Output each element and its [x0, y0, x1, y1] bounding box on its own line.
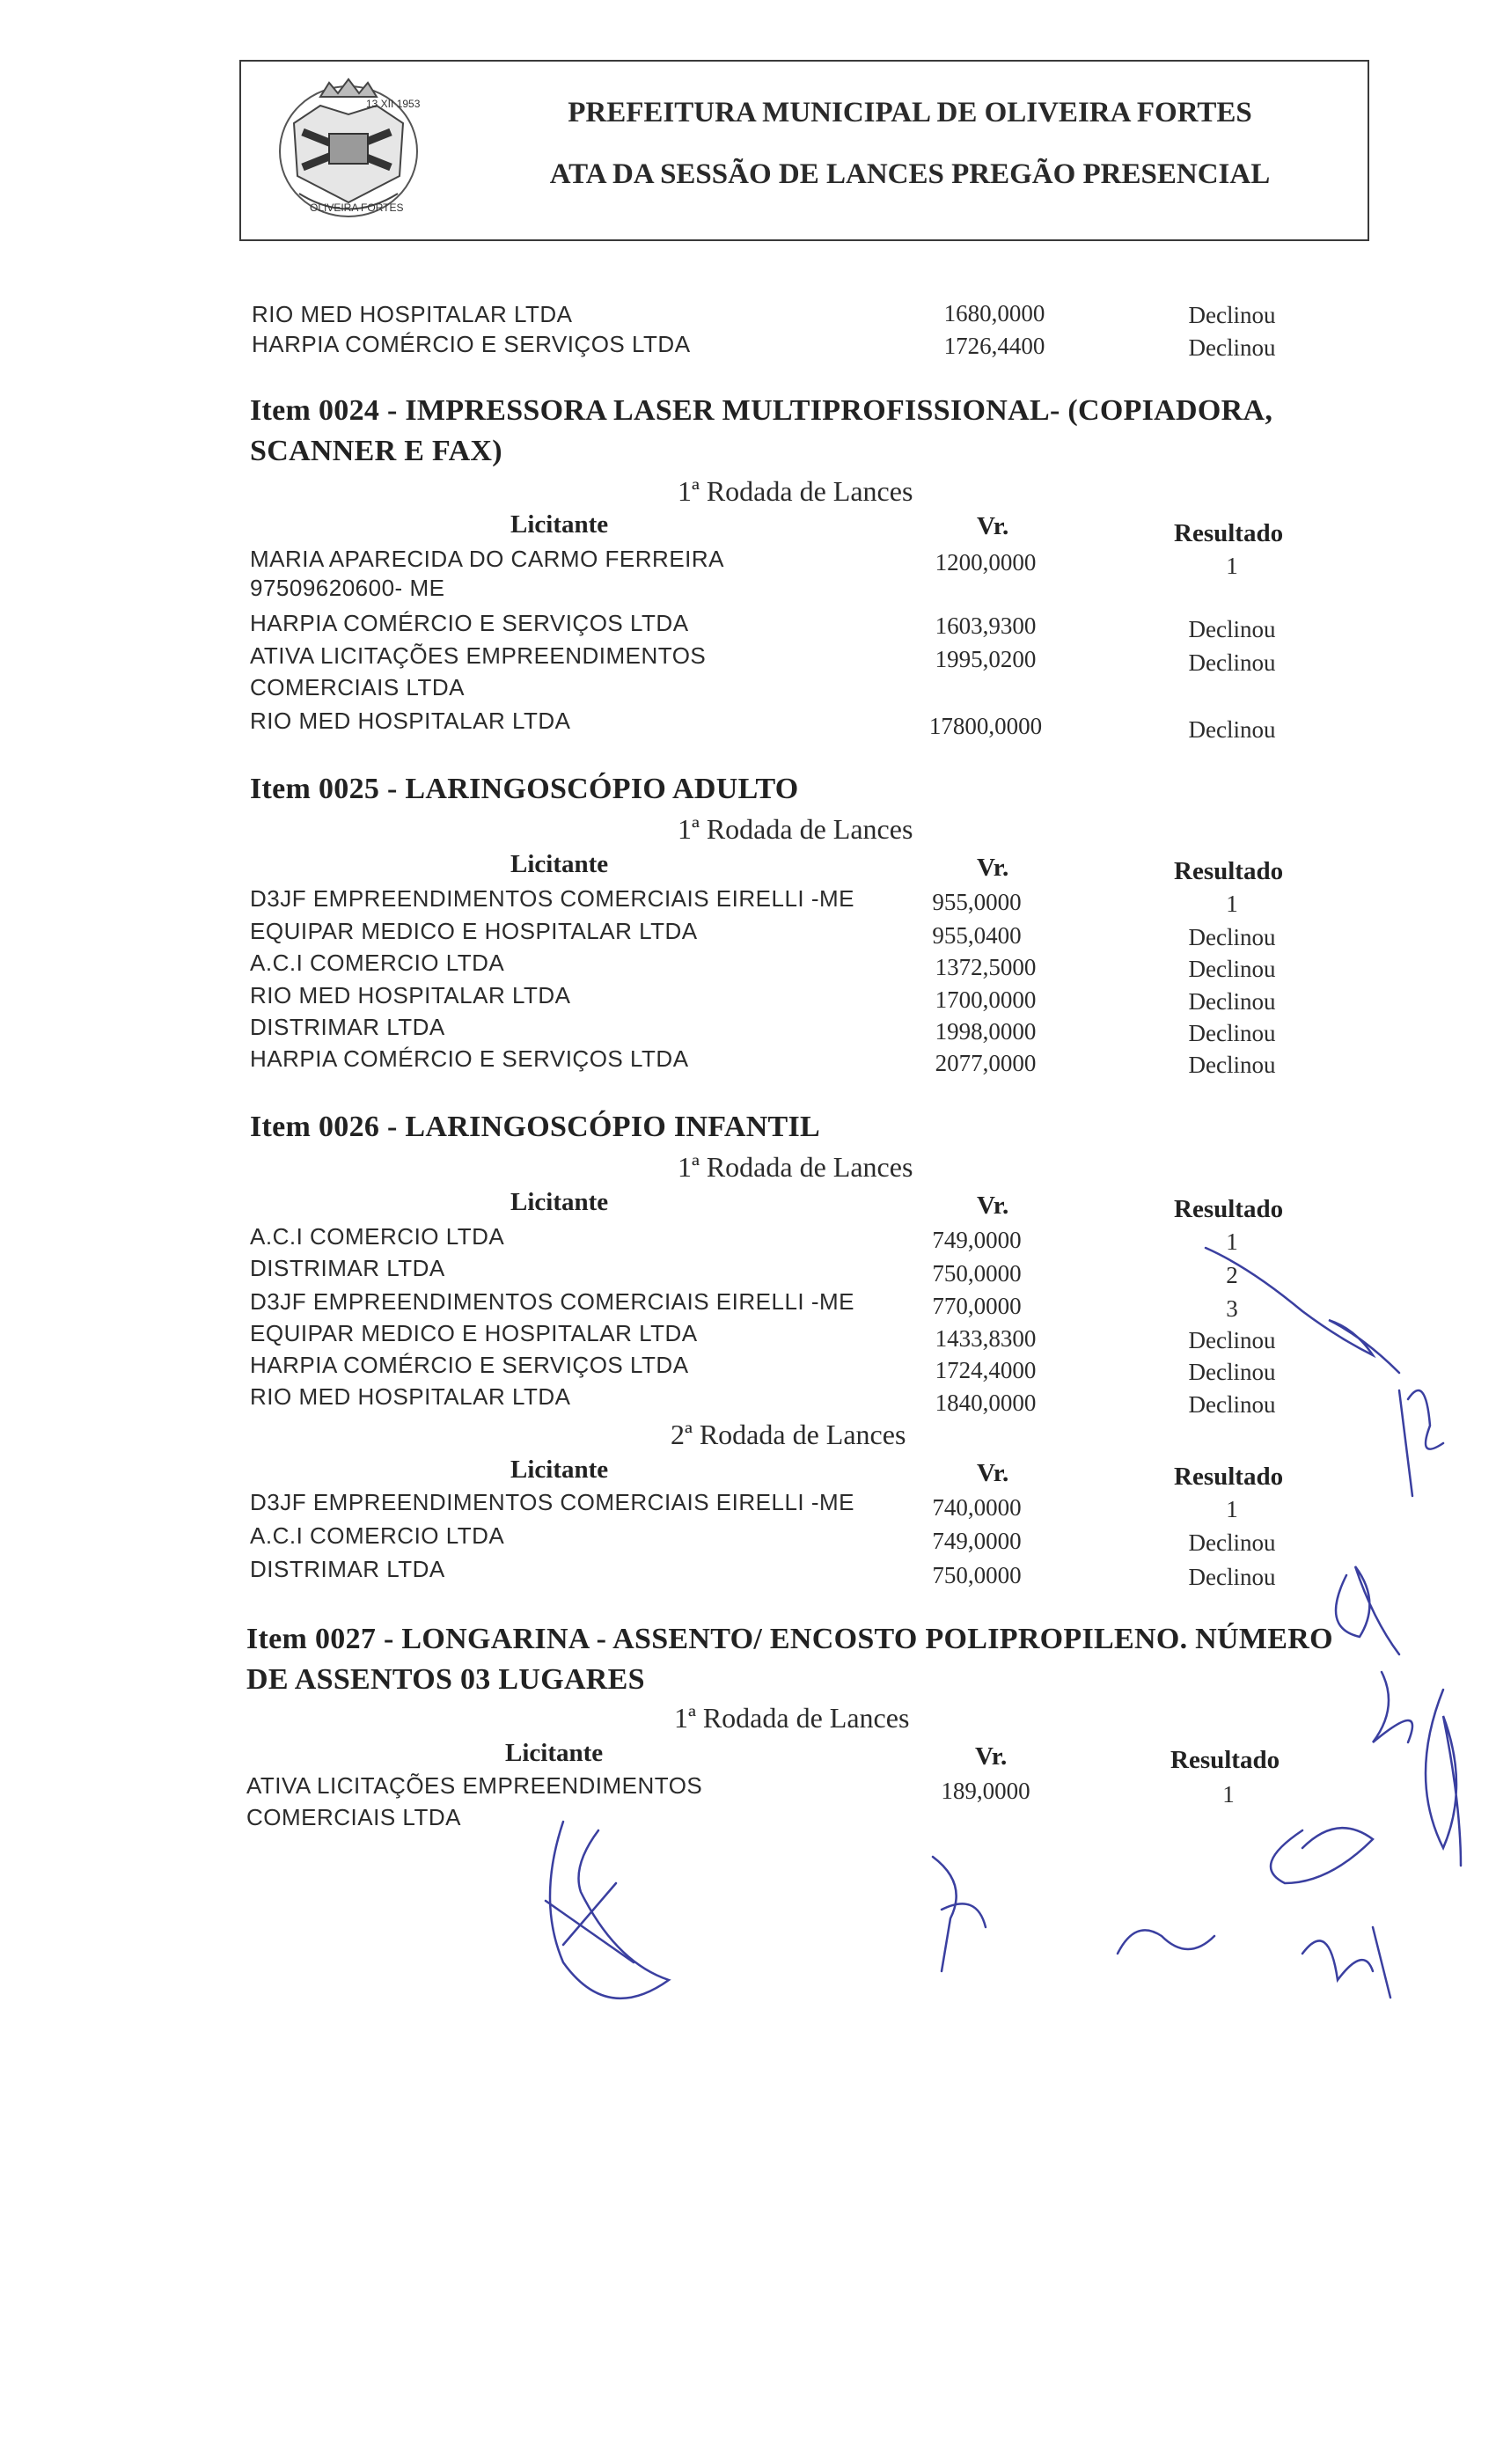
bidder-name-cont: COMERCIAIS LTDA: [250, 674, 465, 700]
bidder-name: ATIVA LICITAÇÕES EMPREENDIMENTOS: [250, 642, 707, 669]
bid-result: 1: [1226, 553, 1238, 579]
bidder-name: RIO MED HOSPITALAR LTDA: [250, 1383, 571, 1410]
bid-value: 749,0000: [932, 1227, 1022, 1253]
bidder-name: HARPIA COMÉRCIO E SERVIÇOS LTDA: [250, 1352, 689, 1378]
initials-signature-3: [1373, 1672, 1412, 1742]
column-header-resultado: Resultado: [1170, 1746, 1280, 1774]
bid-result: Declinou: [1188, 988, 1276, 1015]
signature-center: [933, 1857, 986, 1971]
round-label: 2ª Rodada de Lances: [671, 1419, 906, 1450]
bidder-name: A.C.I COMERCIO LTDA: [250, 950, 505, 976]
item-title: Item 0024 - IMPRESSORA LASER MULTIPROFISSIONAL- (COPIADORA,: [250, 394, 1273, 427]
bidder-name: D3JF EMPREENDIMENTOS COMERCIAIS EIRELLI -ME: [250, 885, 855, 912]
column-header-valor: Vr.: [977, 1459, 1009, 1487]
bidder-name: MARIA APARECIDA DO CARMO FERREIRA: [250, 546, 725, 572]
document-header: [239, 60, 1369, 241]
bid-result: 1: [1226, 891, 1238, 917]
initials-signature-5: [1302, 1927, 1390, 1998]
svg-text:OLIVEIRA FORTES: OLIVEIRA FORTES: [310, 202, 404, 214]
carryover-result: Declinou: [1188, 302, 1276, 328]
signature-loop-left: [550, 1822, 669, 1998]
round-label: 1ª Rodada de Lances: [678, 1151, 913, 1183]
bid-result: Declinou: [1188, 716, 1276, 743]
bidder-name: D3JF EMPREENDIMENTOS COMERCIAIS EIRELLI -ME: [250, 1489, 855, 1515]
bid-result: Declinou: [1188, 1529, 1276, 1556]
signature-cross-left: [546, 1883, 634, 1962]
bidder-name: RIO MED HOSPITALAR LTDA: [250, 982, 571, 1008]
carryover-value: 1726,4400: [943, 333, 1045, 359]
column-header-licitante: Licitante: [505, 1739, 604, 1767]
bid-result: 1: [1226, 1496, 1238, 1522]
bid-value: 1372,5000: [935, 954, 1037, 980]
bidder-name: HARPIA COMÉRCIO E SERVIÇOS LTDA: [250, 610, 689, 636]
column-header-resultado: Resultado: [1174, 519, 1284, 547]
initials-signature-1: [1399, 1390, 1443, 1496]
signature-wave: [1118, 1930, 1214, 1954]
bid-value: 2077,0000: [935, 1050, 1037, 1076]
item-title: DE ASSENTOS 03 LUGARES: [246, 1663, 645, 1696]
column-header-licitante: Licitante: [510, 1188, 609, 1216]
bid-result: Declinou: [1188, 1020, 1276, 1046]
initials-signature-4: [1271, 1828, 1373, 1883]
column-header-licitante: Licitante: [510, 510, 609, 539]
bid-result: Declinou: [1188, 924, 1276, 950]
column-header-valor: Vr.: [975, 1742, 1008, 1771]
round-label: 1ª Rodada de Lances: [678, 813, 913, 845]
bid-result: Declinou: [1188, 1359, 1276, 1385]
bid-result: 2: [1226, 1262, 1238, 1288]
bid-result: 3: [1226, 1295, 1238, 1322]
bidder-name: DISTRIMAR LTDA: [250, 1014, 445, 1040]
carryover-value: 1680,0000: [943, 300, 1045, 326]
column-header-valor: Vr.: [977, 512, 1009, 540]
bid-result: Declinou: [1188, 1327, 1276, 1353]
bidder-name: A.C.I COMERCIO LTDA: [250, 1223, 505, 1250]
bid-value: 750,0000: [932, 1260, 1022, 1287]
bid-value: 1200,0000: [935, 549, 1037, 576]
bid-value: 1840,0000: [935, 1390, 1037, 1416]
vertical-signature: [1426, 1690, 1461, 1866]
item-title: SCANNER E FAX): [250, 435, 502, 467]
bid-value: 749,0000: [932, 1528, 1022, 1554]
bidder-name: HARPIA COMÉRCIO E SERVIÇOS LTDA: [250, 1045, 689, 1072]
bidder-name: ATIVA LICITAÇÕES EMPREENDIMENTOS: [246, 1772, 703, 1799]
bid-result: Declinou: [1188, 649, 1276, 676]
municipality-title: PREFEITURA MUNICIPAL DE OLIVEIRA FORTES: [568, 97, 1252, 128]
bidder-name: A.C.I COMERCIO LTDA: [250, 1522, 505, 1549]
round-label: 1ª Rodada de Lances: [678, 475, 913, 507]
bidder-name: D3JF EMPREENDIMENTOS COMERCIAIS EIRELLI -ME: [250, 1288, 855, 1315]
bid-value: 1995,0200: [935, 646, 1037, 672]
bidder-name: RIO MED HOSPITALAR LTDA: [250, 708, 571, 734]
column-header-valor: Vr.: [977, 854, 1009, 882]
column-header-resultado: Resultado: [1174, 1195, 1284, 1223]
column-header-resultado: Resultado: [1174, 1463, 1284, 1491]
bid-value: 1700,0000: [935, 986, 1037, 1013]
bid-value: 750,0000: [932, 1562, 1022, 1588]
carryover-name: RIO MED HOSPITALAR LTDA: [252, 301, 573, 327]
bidder-name-cont: 97509620600- ME: [250, 575, 445, 601]
svg-text:13 XII 1953: 13 XII 1953: [366, 98, 421, 110]
municipal-crest-logo: [268, 70, 429, 225]
column-header-licitante: Licitante: [510, 850, 609, 878]
bid-value: 1603,9300: [935, 612, 1037, 639]
bid-result: 1: [1222, 1781, 1235, 1808]
bid-result: 1: [1226, 1228, 1238, 1255]
bidder-name: DISTRIMAR LTDA: [250, 1255, 445, 1281]
bidder-name-cont: COMERCIAIS LTDA: [246, 1804, 461, 1830]
carryover-name: HARPIA COMÉRCIO E SERVIÇOS LTDA: [252, 331, 691, 357]
item-title: Item 0027 - LONGARINA - ASSENTO/ ENCOSTO POLIPROPILENO. NÚMERO: [246, 1623, 1333, 1655]
bid-value: 1433,8300: [935, 1325, 1037, 1352]
bidder-name: DISTRIMAR LTDA: [250, 1556, 445, 1582]
item-title: Item 0026 - LARINGOSCÓPIO INFANTIL: [250, 1111, 821, 1143]
bid-value: 1998,0000: [935, 1018, 1037, 1045]
initials-signature-2: [1336, 1566, 1399, 1654]
carryover-result: Declinou: [1188, 334, 1276, 361]
bid-result: Declinou: [1188, 1391, 1276, 1418]
bidder-name: EQUIPAR MEDICO E HOSPITALAR LTDA: [250, 1320, 698, 1346]
bid-value: 955,0400: [932, 922, 1022, 949]
column-header-resultado: Resultado: [1174, 857, 1284, 885]
bid-value: 17800,0000: [928, 713, 1043, 739]
bid-value: 1724,4000: [935, 1357, 1037, 1383]
bid-value: 955,0000: [932, 889, 1022, 915]
bidder-name: EQUIPAR MEDICO E HOSPITALAR LTDA: [250, 918, 698, 944]
bid-value: 189,0000: [941, 1778, 1030, 1804]
bid-result: Declinou: [1188, 1052, 1276, 1078]
bid-value: 740,0000: [932, 1494, 1022, 1521]
bid-result: Declinou: [1188, 616, 1276, 642]
round-label: 1ª Rodada de Lances: [674, 1702, 910, 1734]
column-header-valor: Vr.: [977, 1192, 1009, 1220]
item-title: Item 0025 - LARINGOSCÓPIO ADULTO: [250, 773, 799, 805]
bid-value: 770,0000: [932, 1293, 1022, 1319]
bid-result: Declinou: [1188, 1564, 1276, 1590]
session-title: ATA DA SESSÃO DE LANCES PREGÃO PRESENCIAL: [549, 158, 1271, 190]
column-header-licitante: Licitante: [510, 1456, 609, 1484]
bid-result: Declinou: [1188, 956, 1276, 982]
